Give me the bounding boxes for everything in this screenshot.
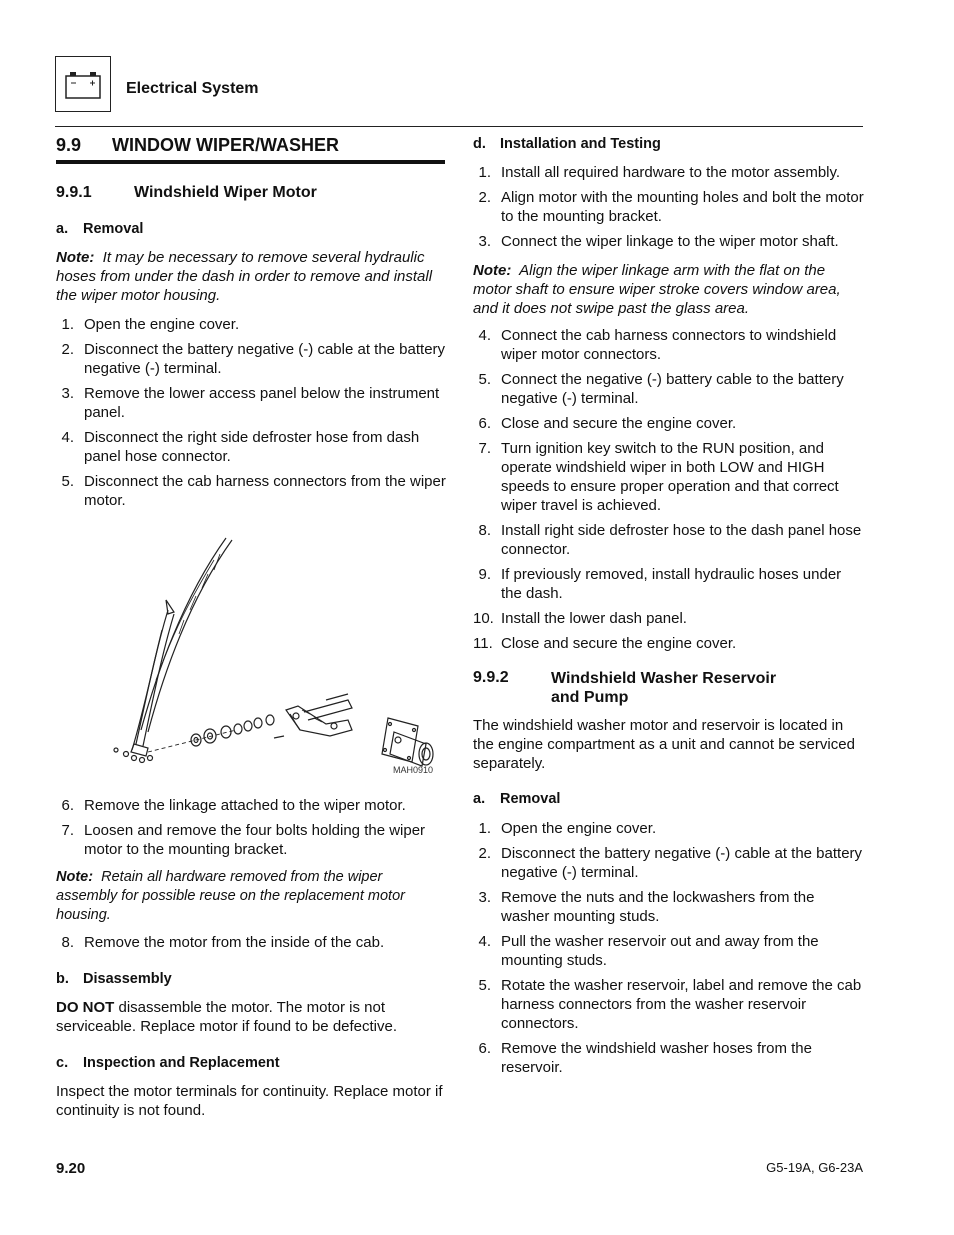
step-number: 6.	[478, 1040, 491, 1057]
step-number: 6.	[61, 797, 74, 814]
step-number: 1.	[61, 316, 74, 333]
step-text: Remove the lower access panel below the instrument panel.	[84, 385, 440, 421]
disassembly-label	[56, 971, 172, 987]
step-number: 4.	[478, 327, 491, 344]
step-number: 3.	[61, 385, 74, 402]
step-number: 5.	[478, 371, 491, 388]
step-number: 8.	[478, 522, 491, 539]
removal2-label	[473, 791, 560, 807]
list-item	[56, 933, 446, 952]
step-text: Rotate the washer reservoir, label and remove the cab harness connectors from the washer reservoir connectors.	[501, 977, 862, 1032]
step-text: Open the engine cover.	[501, 820, 657, 837]
step-number: 10.	[473, 610, 494, 627]
list-item	[473, 932, 865, 970]
step-text: Loosen and remove the four bolts holding the wiper motor to the mounting bracket.	[84, 822, 426, 858]
section-title	[56, 135, 339, 156]
step-number: 1.	[478, 164, 491, 181]
list-item	[473, 370, 865, 408]
list-item	[473, 565, 865, 603]
step-text: Remove the linkage attached to the wiper motor.	[84, 797, 406, 814]
subsection-title-text	[551, 669, 851, 707]
header-title: Electrical System	[126, 80, 259, 97]
inspection-title: Inspection and Replacement	[83, 1055, 280, 1071]
inspection-letter: c.	[56, 1055, 69, 1071]
list-item	[473, 414, 865, 433]
list-item	[473, 326, 865, 364]
note-text: It may be necessary to remove several hydraulic hoses from under the dash in order to remove and install the wiper motor housing.	[56, 249, 433, 304]
disassembly-body: disassemble the motor. The motor is not serviceable. Replace motor if found to be defective.	[56, 999, 398, 1035]
removal2-steps	[473, 819, 865, 1077]
step-text: Remove the nuts and the lockwashers from the washer mounting studs.	[501, 889, 815, 925]
removal-note	[56, 248, 446, 305]
installation-label	[473, 136, 661, 152]
step-text: Install all required hardware to the motor assembly.	[501, 164, 841, 181]
step-number: 7.	[478, 440, 491, 457]
header-rule	[55, 126, 863, 127]
step-number: 1.	[478, 820, 491, 837]
subsection-title-text: Windshield Wiper Motor	[134, 184, 317, 201]
note-text: Align the wiper linkage arm with the flat on the motor shaft to ensure wiper stroke covers window area, and it does not swipe past the glass area.	[473, 262, 841, 317]
note-label: Note:	[56, 869, 94, 885]
subsection-title-line2: and Pump	[551, 689, 629, 706]
step-text: Remove the motor from the inside of the cab.	[84, 934, 385, 951]
list-item	[56, 315, 446, 334]
list-item	[473, 609, 865, 628]
installation-title: Installation and Testing	[500, 136, 661, 152]
step-text: If previously removed, install hydraulic hoses under the dash.	[501, 566, 842, 602]
subsection-title-line1: Windshield Washer Reservoir	[551, 670, 777, 687]
list-item	[473, 1039, 865, 1077]
step-text: Connect the negative (-) battery cable to the battery negative (-) terminal.	[501, 371, 844, 407]
inspection-label	[56, 1055, 280, 1071]
removal2-letter: a.	[473, 791, 486, 807]
step-text: Connect the wiper linkage to the wiper motor shaft.	[501, 233, 839, 250]
list-item	[473, 188, 865, 226]
inspection-text: Inspect the motor terminals for continuity. Replace motor if continuity is not found.	[56, 1083, 443, 1119]
step-text: Connect the cab harness connectors to windshield wiper motor connectors.	[501, 327, 837, 363]
list-item	[473, 521, 865, 559]
wiper-assembly-illustration	[86, 530, 434, 775]
step-text: Disconnect the cab harness connectors from the wiper motor.	[84, 473, 446, 509]
step-text: Remove the windshield washer hoses from the reservoir.	[501, 1040, 812, 1076]
hardware-note	[56, 868, 446, 925]
step-number: 4.	[61, 429, 74, 446]
step-number: 5.	[478, 977, 491, 994]
linkage-note	[473, 261, 865, 318]
list-item	[56, 796, 446, 815]
do-not-emphasis: DO NOT	[56, 999, 115, 1016]
note-label: Note:	[56, 249, 95, 266]
list-item	[473, 163, 865, 182]
step-number: 3.	[478, 233, 491, 250]
installation-letter: d.	[473, 136, 486, 152]
list-item	[56, 428, 446, 466]
step-number: 2.	[478, 845, 491, 862]
installation-steps-continued	[473, 326, 865, 653]
list-item	[473, 819, 865, 838]
removal2-title: Removal	[500, 791, 561, 807]
figure-caption: MAH0910	[393, 765, 434, 775]
subsection-title	[56, 184, 317, 202]
subsection-title-washer	[473, 669, 777, 706]
removal-steps-final	[56, 933, 446, 952]
subsection-number: 9.9.1	[56, 184, 92, 201]
step-number: 9.	[478, 566, 491, 583]
model-codes: G5-19A, G6-23A	[766, 1160, 863, 1175]
disassembly-letter: b.	[56, 971, 69, 987]
step-text: Disconnect the right side defroster hose from dash panel hose connector.	[84, 429, 420, 465]
list-item	[56, 340, 446, 378]
list-item	[473, 844, 865, 882]
list-item	[473, 888, 865, 926]
step-text: Turn ignition key switch to the RUN position, and operate windshield wiper in both LOW and HIGH speeds to ensure proper operation and that correct wiper travel is achieved.	[501, 440, 839, 514]
step-number: 2.	[61, 341, 74, 358]
note-text: Retain all hardware removed from the wiper assembly for possible reuse on the replacement motor housing.	[56, 869, 405, 923]
step-text: Disconnect the battery negative (-) cable at the battery negative (-) terminal.	[84, 341, 446, 377]
section-title-text: WINDOW WIPER/WASHER	[112, 135, 339, 155]
step-number: 6.	[478, 415, 491, 432]
header-icon-box	[55, 56, 111, 112]
step-number: 4.	[478, 933, 491, 950]
step-number: 7.	[61, 822, 74, 839]
step-text: Close and secure the engine cover.	[501, 415, 737, 432]
step-text: Install the lower dash panel.	[501, 610, 687, 627]
list-item	[473, 439, 865, 515]
removal-letter: a.	[56, 221, 69, 237]
installation-steps	[473, 163, 865, 251]
step-number: 2.	[478, 189, 491, 206]
list-item	[473, 634, 865, 653]
step-number: 8.	[61, 934, 74, 951]
step-text: Install right side defroster hose to the dash panel hose connector.	[501, 522, 862, 558]
subsection-number: 9.9.2	[473, 669, 509, 686]
removal-label	[56, 221, 143, 237]
step-text: Open the engine cover.	[84, 316, 240, 333]
disassembly-text	[56, 998, 446, 1036]
step-text: Close and secure the engine cover.	[501, 635, 737, 652]
step-number: 11.	[473, 635, 493, 652]
section-number: 9.9	[56, 135, 82, 155]
step-number: 3.	[478, 889, 491, 906]
removal-steps	[56, 315, 446, 510]
step-text: Disconnect the battery negative (-) cable at the battery negative (-) terminal.	[501, 845, 863, 881]
note-label: Note:	[473, 262, 512, 279]
list-item	[56, 384, 446, 422]
washer-intro: The windshield washer motor and reservoir is located in the engine compartment as a unit and cannot be serviced separately.	[473, 717, 855, 772]
step-text: Align motor with the mounting holes and bolt the motor to the mounting bracket.	[501, 189, 864, 225]
removal-steps-continued	[56, 796, 446, 859]
step-number: 5.	[61, 473, 74, 490]
section-rule	[56, 160, 445, 164]
list-item	[473, 232, 865, 251]
list-item	[473, 976, 865, 1033]
page-number: 9.20	[56, 1160, 86, 1177]
disassembly-title: Disassembly	[83, 971, 172, 987]
step-text: Pull the washer reservoir out and away from the mounting studs.	[501, 933, 819, 969]
battery-icon	[56, 57, 110, 111]
list-item	[56, 472, 446, 510]
list-item	[56, 821, 446, 859]
removal-title: Removal	[83, 221, 144, 237]
